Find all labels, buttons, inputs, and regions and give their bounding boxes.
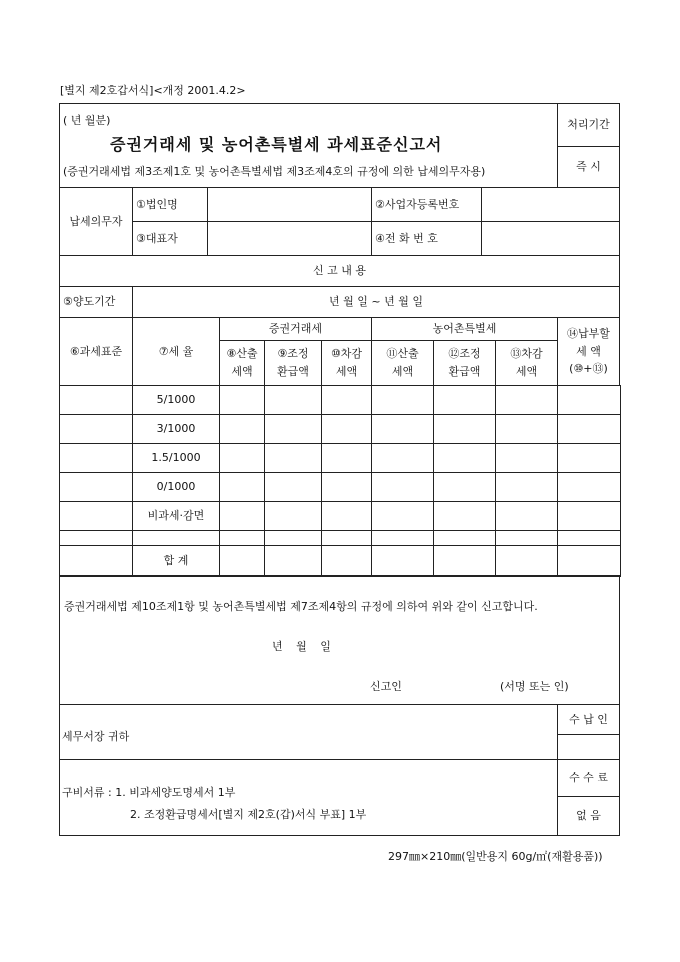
amount-cell[interactable] bbox=[495, 414, 558, 444]
amount-cell[interactable] bbox=[557, 472, 621, 502]
period-line: ( 년 월분) bbox=[63, 114, 111, 127]
rate-cell: 0/1000 bbox=[132, 472, 220, 502]
amount-cell[interactable] bbox=[321, 414, 372, 444]
signer-label: 신고인 bbox=[370, 680, 402, 693]
amount-cell[interactable] bbox=[59, 545, 133, 577]
form-subtitle: (증권거래세법 제3조제1호 및 농어촌특별세법 제3조제4호의 규정에 의한 납세의무자용) bbox=[63, 165, 486, 178]
col-11-l2: 세액 bbox=[391, 365, 414, 378]
paper-spec-footer: 297㎜×210㎜(일반용지 60g/㎡(재활용품)) bbox=[388, 850, 603, 863]
col-10-l2: 세액 bbox=[335, 365, 358, 378]
amount-cell[interactable] bbox=[495, 472, 558, 502]
amount-cell[interactable] bbox=[219, 443, 265, 473]
payable-line1: ⑭납부할 bbox=[567, 327, 610, 341]
amount-cell[interactable] bbox=[557, 530, 621, 546]
form-reference: [별지 제2호갑서식]<개정 2001.4.2> bbox=[60, 84, 246, 97]
report-content-heading: 신 고 내 용 bbox=[59, 255, 620, 287]
col-10-l1: ⑩차감 bbox=[330, 347, 363, 361]
amount-cell[interactable] bbox=[219, 414, 265, 444]
phone-label: ④전 화 번 호 bbox=[371, 221, 482, 256]
declaration-date[interactable]: 년 월 일 bbox=[272, 640, 331, 653]
receipt-stamp-field bbox=[557, 734, 620, 760]
corp-name-field[interactable] bbox=[207, 187, 372, 222]
amount-cell[interactable] bbox=[321, 472, 372, 502]
phone-field[interactable] bbox=[481, 221, 620, 256]
col-8 bbox=[219, 340, 265, 386]
amount-cell[interactable] bbox=[321, 501, 372, 531]
receipt-label: 수 납 인 bbox=[557, 704, 620, 735]
col-9-l1: ⑨조정 bbox=[277, 347, 309, 361]
amount-cell[interactable] bbox=[557, 414, 621, 444]
rep-field[interactable] bbox=[207, 221, 372, 256]
amount-cell[interactable] bbox=[59, 501, 133, 531]
addressee: 세무서장 귀하 bbox=[62, 730, 130, 743]
col-11 bbox=[371, 340, 434, 386]
declaration-text: 증권거래세법 제10조제1항 및 농어촌특별세법 제7조제4항의 규정에 의하여 위와 같이 신고합니다. bbox=[64, 600, 538, 613]
amount-cell[interactable] bbox=[59, 385, 133, 415]
amount-cell[interactable] bbox=[264, 501, 322, 531]
rate-cell: 5/1000 bbox=[132, 385, 220, 415]
col-tax-base: ⑥과세표준 bbox=[59, 317, 133, 386]
transfer-period-label: ⑤양도기간 bbox=[59, 286, 133, 318]
amount-cell[interactable] bbox=[495, 501, 558, 531]
rate-cell bbox=[132, 530, 220, 546]
amount-cell[interactable] bbox=[321, 545, 372, 577]
col-13 bbox=[495, 340, 558, 386]
col-tax-rate: ⑦세 율 bbox=[132, 317, 220, 386]
amount-cell[interactable] bbox=[557, 501, 621, 531]
amount-cell[interactable] bbox=[371, 443, 434, 473]
group-rural-tax: 농어촌특별세 bbox=[371, 317, 558, 341]
sign-note[interactable]: (서명 또는 인) bbox=[500, 680, 569, 693]
biz-no-label: ②사업자등록번호 bbox=[371, 187, 482, 222]
rate-cell: 1.5/1000 bbox=[132, 443, 220, 473]
corp-name-label: ①법인명 bbox=[132, 187, 208, 222]
col-9-l2: 환급액 bbox=[277, 365, 309, 378]
amount-cell[interactable] bbox=[433, 545, 496, 577]
rate-cell: 합 계 bbox=[132, 545, 220, 577]
amount-cell[interactable] bbox=[59, 530, 133, 546]
amount-cell[interactable] bbox=[321, 385, 372, 415]
col-8-l2: 세액 bbox=[231, 365, 253, 378]
col-13-l1: ⑬차감 bbox=[510, 347, 543, 361]
amount-cell[interactable] bbox=[433, 472, 496, 502]
amount-cell[interactable] bbox=[433, 530, 496, 546]
amount-cell[interactable] bbox=[557, 443, 621, 473]
col-payable bbox=[557, 317, 620, 386]
amount-cell[interactable] bbox=[219, 385, 265, 415]
amount-cell[interactable] bbox=[495, 545, 558, 577]
amount-cell[interactable] bbox=[59, 414, 133, 444]
amount-cell[interactable] bbox=[433, 501, 496, 531]
amount-cell[interactable] bbox=[371, 545, 434, 577]
amount-cell[interactable] bbox=[433, 414, 496, 444]
amount-cell[interactable] bbox=[264, 414, 322, 444]
amount-cell[interactable] bbox=[557, 385, 621, 415]
rate-cell: 비과세·감면 bbox=[132, 501, 220, 531]
group-securities-tax: 증권거래세 bbox=[219, 317, 372, 341]
amount-cell[interactable] bbox=[433, 385, 496, 415]
amount-cell[interactable] bbox=[371, 530, 434, 546]
amount-cell[interactable] bbox=[59, 443, 133, 473]
fee-label: 수 수 료 bbox=[557, 759, 620, 797]
amount-cell[interactable] bbox=[264, 545, 322, 577]
biz-no-field[interactable] bbox=[481, 187, 620, 222]
amount-cell[interactable] bbox=[219, 530, 265, 546]
form-title: 증권거래세 및 농어촌특별세 과세표준신고서 bbox=[110, 135, 443, 154]
col-9 bbox=[264, 340, 322, 386]
amount-cell[interactable] bbox=[264, 472, 322, 502]
processing-value: 즉 시 bbox=[557, 146, 620, 188]
taxpayer-label: 납세의무자 bbox=[59, 187, 133, 256]
amount-cell[interactable] bbox=[495, 530, 558, 546]
amount-cell[interactable] bbox=[219, 501, 265, 531]
fee-value: 없 음 bbox=[557, 796, 620, 836]
amount-cell[interactable] bbox=[219, 545, 265, 577]
amount-cell[interactable] bbox=[59, 472, 133, 502]
amount-cell[interactable] bbox=[371, 414, 434, 444]
amount-cell[interactable] bbox=[321, 530, 372, 546]
col-8-l1: ⑧산출 bbox=[226, 347, 258, 361]
addressee-box bbox=[59, 704, 558, 760]
col-12-l2: 환급액 bbox=[448, 365, 481, 378]
payable-line2: 세 액 bbox=[576, 344, 601, 358]
amount-cell[interactable] bbox=[321, 443, 372, 473]
required-docs-1: 구비서류 : 1. 비과세양도명세서 1부 bbox=[62, 786, 236, 799]
amount-cell[interactable] bbox=[495, 385, 558, 415]
amount-cell[interactable] bbox=[433, 443, 496, 473]
transfer-period-field[interactable]: 년 월 일 ~ 년 월 일 bbox=[132, 286, 620, 318]
amount-cell[interactable] bbox=[264, 530, 322, 546]
col-11-l1: ⑪산출 bbox=[386, 347, 419, 361]
amount-cell[interactable] bbox=[264, 443, 322, 473]
payable-line3: (⑩+⑬) bbox=[569, 362, 608, 376]
rep-label: ③대표자 bbox=[132, 221, 208, 256]
amount-cell[interactable] bbox=[371, 472, 434, 502]
col-12 bbox=[433, 340, 496, 386]
amount-cell[interactable] bbox=[557, 545, 621, 577]
col-12-l1: ⑫조정 bbox=[448, 347, 481, 361]
rate-cell: 3/1000 bbox=[132, 414, 220, 444]
amount-cell[interactable] bbox=[371, 501, 434, 531]
col-13-l2: 세액 bbox=[515, 365, 538, 378]
col-10 bbox=[321, 340, 372, 386]
amount-cell[interactable] bbox=[371, 385, 434, 415]
amount-cell[interactable] bbox=[264, 385, 322, 415]
amount-cell[interactable] bbox=[219, 472, 265, 502]
required-docs-2: 2. 조정환급명세서[별지 제2호(갑)서식 부표] 1부 bbox=[130, 808, 367, 821]
amount-cell[interactable] bbox=[495, 443, 558, 473]
processing-label: 처리기간 bbox=[557, 103, 620, 147]
